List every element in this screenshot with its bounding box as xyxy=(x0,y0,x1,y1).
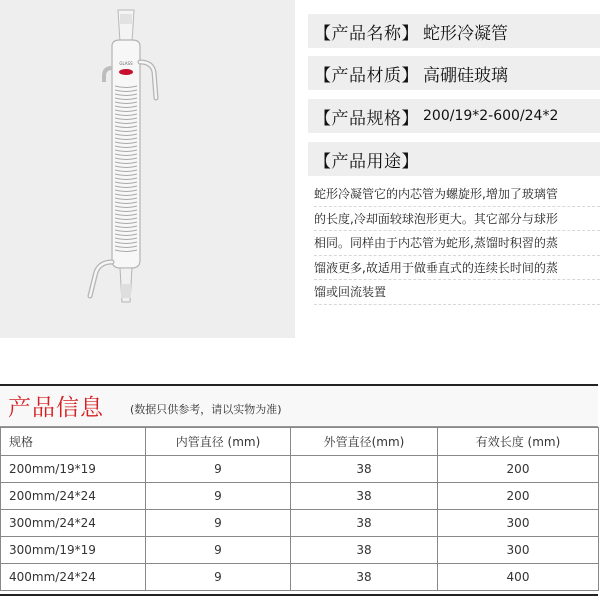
cell-spec: 200mm/19*19 xyxy=(1,456,146,483)
product-material-label: 【产品材质】 xyxy=(314,65,419,86)
cell-inner-diameter: 9 xyxy=(146,483,291,510)
product-spec-label: 【产品规格】 xyxy=(314,108,419,129)
header-outer-diameter: 外管直径(mm) xyxy=(291,428,438,456)
table-row xyxy=(1,537,599,564)
table-row xyxy=(1,510,599,537)
cell-outer-diameter: 38 xyxy=(291,564,438,591)
usage-description xyxy=(314,182,600,305)
cell-outer-diameter: 38 xyxy=(291,456,438,483)
table-header-row xyxy=(1,428,599,456)
cell-effective-length: 200 xyxy=(438,483,599,510)
bottom-joint-frost xyxy=(121,284,131,298)
product-name-label: 【产品名称】 xyxy=(314,23,419,44)
cell-spec: 300mm/19*19 xyxy=(1,537,146,564)
header-spec: 规格 xyxy=(1,428,146,456)
cell-effective-length: 300 xyxy=(438,510,599,537)
cell-inner-diameter: 9 xyxy=(146,537,291,564)
product-usage-row xyxy=(308,142,600,176)
product-material-value: 高硼硅玻璃 xyxy=(423,65,508,86)
usage-line: 蛇形冷凝管它的内芯管为螺旋形,增加了玻璃管 xyxy=(314,182,600,207)
spec-table xyxy=(0,427,599,591)
inner-arm xyxy=(104,68,112,82)
product-spec-value: 200/19*2-600/24*2 xyxy=(423,108,559,124)
cell-inner-diameter: 9 xyxy=(146,510,291,537)
product-material-row xyxy=(308,56,600,90)
cell-outer-diameter: 38 xyxy=(291,483,438,510)
table-row xyxy=(1,456,599,483)
product-spec-row xyxy=(308,99,600,133)
header-inner-diameter: 内管直径 (mm) xyxy=(146,428,291,456)
product-info-header xyxy=(0,384,598,427)
coil-condenser-image xyxy=(0,0,295,338)
product-photo xyxy=(0,0,295,338)
cell-effective-length: 200 xyxy=(438,456,599,483)
product-usage-label: 【产品用途】 xyxy=(314,151,419,172)
cell-inner-diameter: 9 xyxy=(146,564,291,591)
product-name-value: 蛇形冷凝管 xyxy=(423,23,508,44)
product-name-row xyxy=(308,14,600,48)
usage-line: 馏液更多,故适用于做垂直式的连续长时间的蒸 xyxy=(314,256,600,281)
cell-spec: 300mm/24*24 xyxy=(1,510,146,537)
cell-outer-diameter: 38 xyxy=(291,510,438,537)
cell-effective-length: 400 xyxy=(438,564,599,591)
header-effective-length: 有效长度 (mm) xyxy=(438,428,599,456)
cell-spec: 400mm/24*24 xyxy=(1,564,146,591)
usage-line: 相同。同样由于内芯管为蛇形,蒸馏时积習的蒸 xyxy=(314,231,600,256)
product-info-note: (数据只供参考，请以实物为准) xyxy=(130,403,282,416)
table-row xyxy=(1,483,599,510)
table-row xyxy=(1,564,599,591)
table-bottom-rule xyxy=(0,594,598,596)
top-joint-frost xyxy=(120,14,132,24)
cell-inner-diameter: 9 xyxy=(146,456,291,483)
cell-spec: 200mm/24*24 xyxy=(1,483,146,510)
brand-text: GLASS xyxy=(119,61,133,66)
usage-line: 馏或回流装置 xyxy=(314,280,600,305)
product-info-title: 产品信息 xyxy=(8,395,104,421)
usage-line: 的长度,冷却面较球泡形更大。其它部分与球形 xyxy=(314,207,600,232)
cell-effective-length: 300 xyxy=(438,537,599,564)
cell-outer-diameter: 38 xyxy=(291,537,438,564)
brand-logo xyxy=(119,69,133,75)
